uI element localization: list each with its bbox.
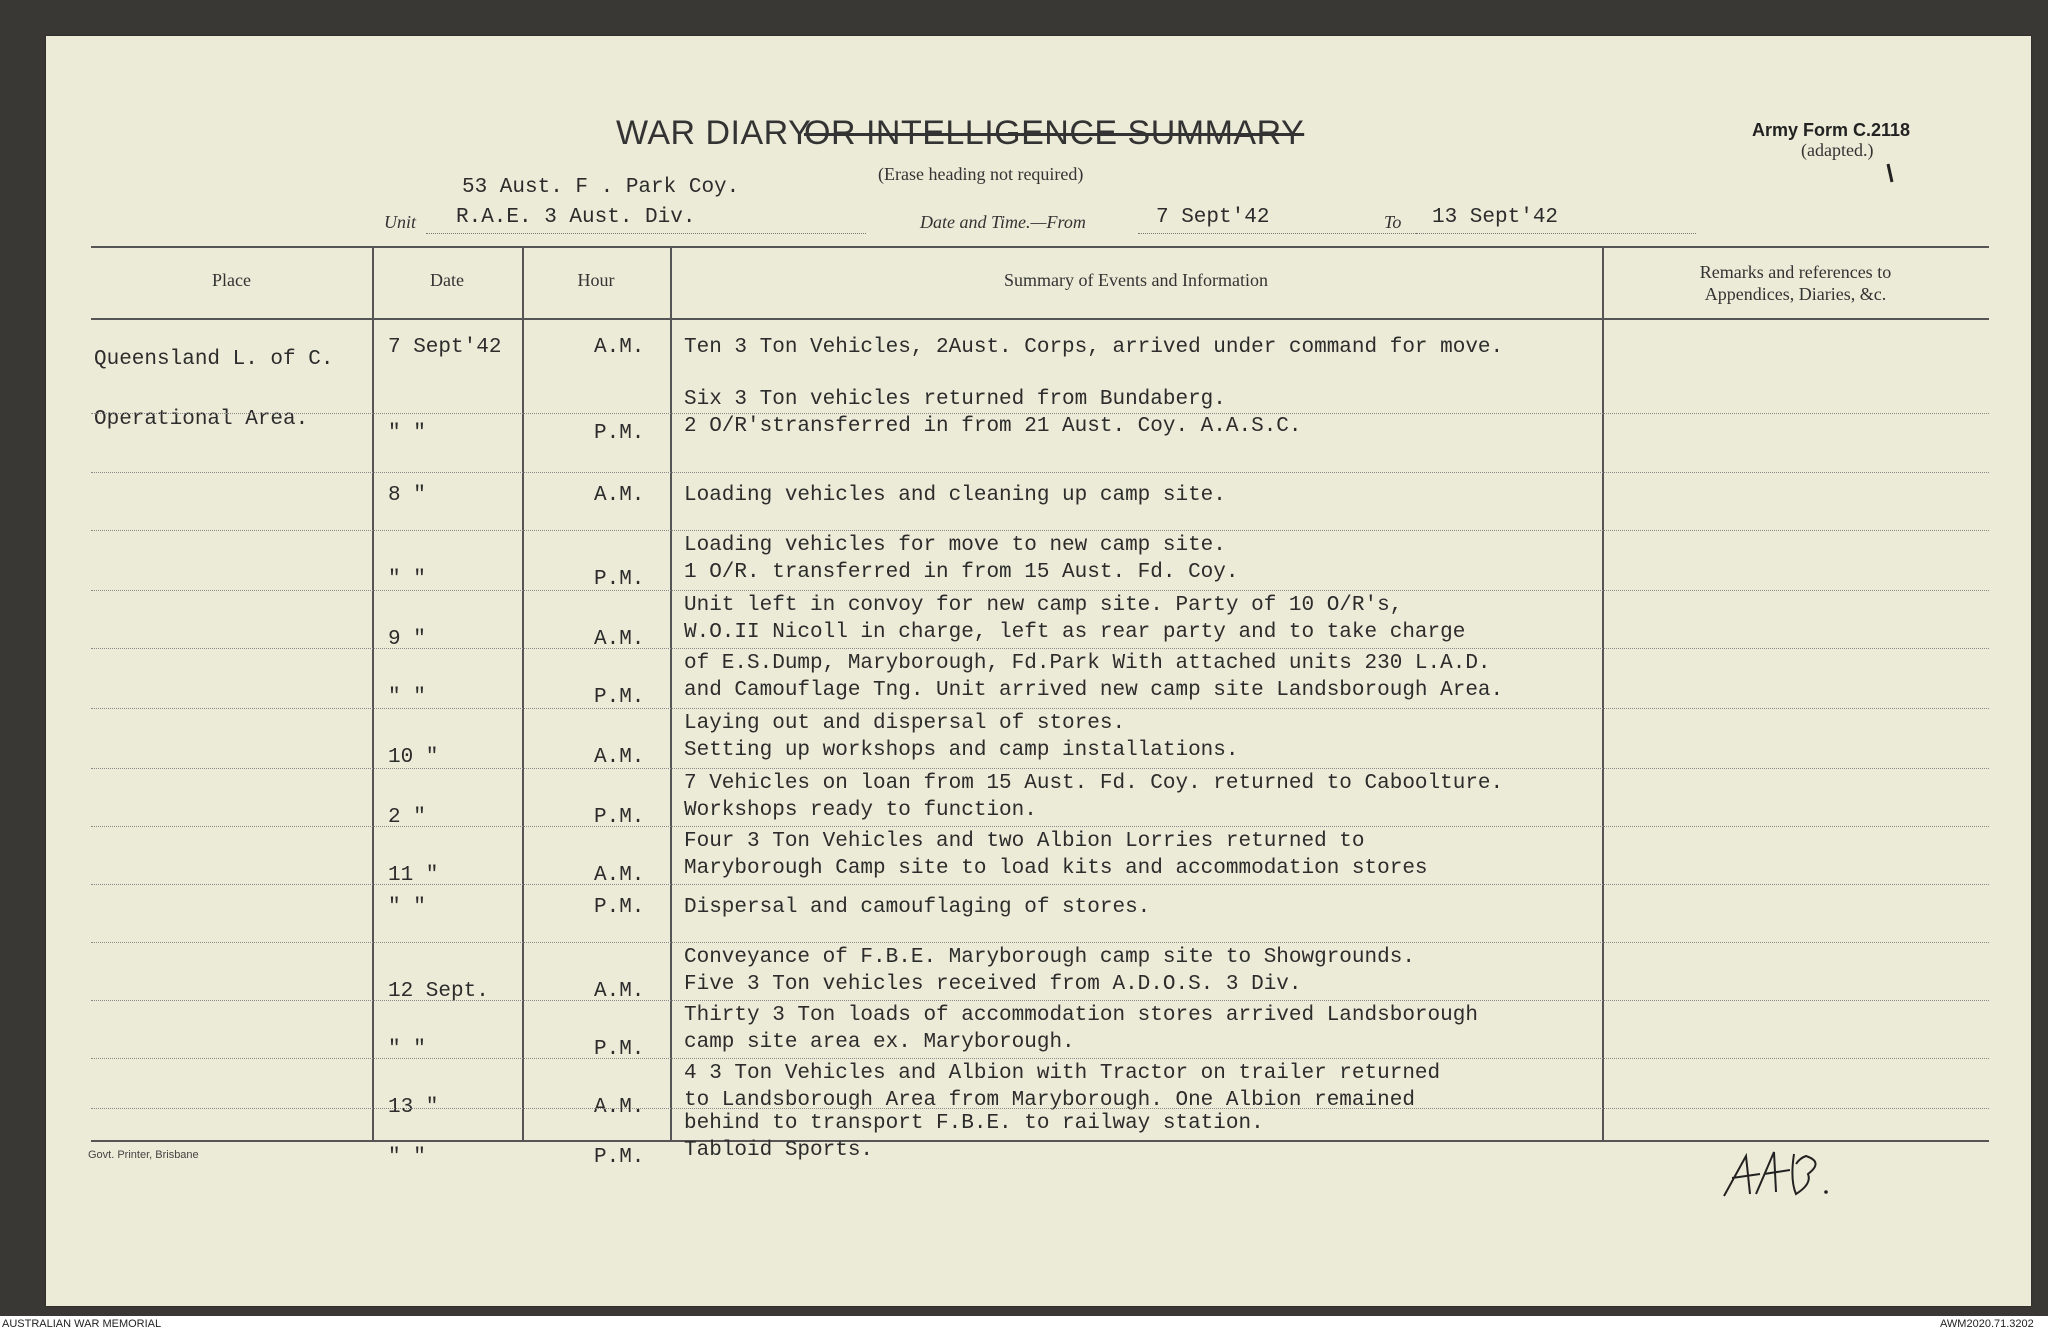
entry-summary-line: 2 O/R'stransferred in from 21 Aust. Coy. A.A.S.C. [684, 415, 1302, 438]
entry-hour: P.M. [594, 422, 645, 445]
entry-date: " " [388, 568, 426, 591]
entry-hour: P.M. [594, 896, 645, 919]
to-value: 13 Sept'42 [1432, 206, 1559, 229]
archive-id: AWM2020.71.3202 [1940, 1318, 2034, 1330]
date-time-label: Date and Time.—From [920, 212, 1086, 232]
entry-hour: A.M. [594, 336, 645, 359]
col-divider-place [372, 248, 374, 1140]
header-date: Date [430, 270, 464, 290]
entry-date: 7 Sept'42 [388, 336, 502, 359]
entry-summary-line: Five 3 Ton vehicles received from A.D.O.S. 3 Div. [684, 973, 1302, 996]
entry-summary-line: 4 3 Ton Vehicles and Albion with Tractor on trailer returned [684, 1062, 1441, 1085]
entry-hour: A.M. [594, 746, 645, 769]
entry-date: 2 " [388, 806, 426, 829]
war-diary-sheet [46, 36, 2031, 1306]
header-remarks-1: Remarks and references to [1699, 262, 1892, 282]
row-separator [91, 590, 1989, 591]
entry-summary-line: Ten 3 Ton Vehicles, 2Aust. Corps, arrived under command for move. [684, 336, 1504, 359]
row-separator [91, 1000, 1989, 1001]
entry-summary-line: 7 Vehicles on loan from 15 Aust. Fd. Coy. returned to Caboolture. [684, 772, 1504, 795]
unit-line-2: R.A.E. 3 Aust. Div. [456, 206, 696, 229]
to-dotted-line [1416, 233, 1696, 234]
entry-hour: P.M. [594, 1038, 645, 1061]
entry-hour: P.M. [594, 568, 645, 591]
entry-summary-line: camp site area ex. Maryborough. [684, 1031, 1075, 1054]
entry-date: " " [388, 686, 426, 709]
row-separator [91, 413, 1989, 414]
entry-date: 8 " [388, 484, 426, 507]
row-separator [91, 472, 1989, 473]
header-hour: Hour [577, 270, 615, 290]
col-divider-hour [670, 248, 672, 1140]
entry-summary-line: Laying out and dispersal of stores. [684, 712, 1126, 735]
entry-hour: A.M. [594, 1096, 645, 1119]
entry-summary-line: to Landsborough Area from Maryborough. One Albion remained [684, 1089, 1415, 1112]
initials-signature [1716, 1144, 1846, 1214]
from-value: 7 Sept'42 [1156, 206, 1270, 229]
row-separator [91, 768, 1989, 769]
header-summary: Summary of Events and Information [1004, 270, 1268, 290]
form-id: Army Form C.2118 [1752, 120, 1911, 140]
header-bottom-rule [91, 318, 1989, 320]
entry-date: 12 Sept. [388, 980, 489, 1003]
to-label: To [1384, 212, 1402, 232]
col-divider-date [522, 248, 524, 1140]
place-line-2: Operational Area. [94, 408, 309, 431]
archive-label: AUSTRALIAN WAR MEMORIAL [2, 1318, 162, 1330]
entry-date: 9 " [388, 628, 426, 651]
entry-summary-line: and Camouflage Tng. Unit arrived new camp site Landsborough Area. [684, 679, 1504, 702]
entry-date: 11 " [388, 864, 439, 887]
struck-title: OR INTELLIGENCE SUMMARY [804, 114, 1305, 152]
row-separator [91, 530, 1989, 531]
entry-date: " " [388, 422, 426, 445]
unit-label: Unit [384, 212, 417, 232]
entry-summary-line: Dispersal and camouflaging of stores. [684, 896, 1151, 919]
row-separator [91, 648, 1989, 649]
entry-summary-line: Loading vehicles for move to new camp site. [684, 534, 1226, 557]
entry-date: 13 " [388, 1096, 439, 1119]
unit-line-1: 53 Aust. F . Park Coy. [462, 176, 740, 199]
entry-summary-line: 1 O/R. transferred in from 15 Aust. Fd. Coy. [684, 561, 1239, 584]
row-separator [91, 1058, 1989, 1059]
entry-summary-line: Maryborough Camp site to load kits and accommodation stores [684, 857, 1428, 880]
row-separator [91, 884, 1989, 885]
place-line-1: Queensland L. of C. [94, 348, 334, 371]
header-place: Place [212, 270, 251, 290]
entry-summary-line: W.O.II Nicoll in charge, left as rear party and to take charge [684, 621, 1466, 644]
adapted-note: (adapted.) [1801, 140, 1874, 160]
entry-summary-line: of E.S.Dump, Maryborough, Fd.Park With attached units 230 L.A.D. [684, 652, 1491, 675]
row-separator [91, 942, 1989, 943]
unit-dotted-line [426, 233, 866, 234]
entry-hour: A.M. [594, 628, 645, 651]
row-separator [91, 826, 1989, 827]
table-bottom-rule [91, 1140, 1989, 1142]
row-separator [91, 1108, 1989, 1109]
entry-summary-line: Workshops ready to function. [684, 799, 1037, 822]
entry-date: 10 " [388, 746, 439, 769]
table-top-rule [91, 246, 1989, 248]
entry-summary-line: Four 3 Ton Vehicles and two Albion Lorries returned to [684, 830, 1365, 853]
row-separator [91, 708, 1989, 709]
entry-summary-line: behind to transport F.B.E. to railway station. [684, 1112, 1264, 1135]
erase-note: (Erase heading not required) [878, 164, 1084, 184]
pen-mark [1884, 162, 1898, 186]
entry-hour: A.M. [594, 864, 645, 887]
entry-summary-line: Thirty 3 Ton loads of accommodation stores arrived Landsborough [684, 1004, 1478, 1027]
entry-hour: P.M. [594, 686, 645, 709]
entry-summary-line: Tabloid Sports. [684, 1139, 874, 1162]
page-title: WAR DIARY [616, 114, 812, 152]
entry-summary-line: Unit left in convoy for new camp site. Party of 10 O/R's, [684, 594, 1403, 617]
from-dotted-line [1138, 233, 1428, 234]
entry-date: " " [388, 896, 426, 919]
entry-date: " " [388, 1038, 426, 1061]
entry-summary-line: Six 3 Ton vehicles returned from Bundaberg. [684, 388, 1226, 411]
entry-summary-line: Conveyance of F.B.E. Maryborough camp site to Showgrounds. [684, 946, 1415, 969]
entry-hour: P.M. [594, 1146, 645, 1169]
col-divider-summary [1602, 248, 1604, 1140]
entry-date: " " [388, 1146, 426, 1169]
entry-hour: A.M. [594, 980, 645, 1003]
printer-note: Govt. Printer, Brisbane [88, 1149, 199, 1161]
entry-hour: A.M. [594, 484, 645, 507]
entry-summary-line: Setting up workshops and camp installations. [684, 739, 1239, 762]
header-remarks-2: Appendices, Diaries, &c. [1704, 284, 1887, 304]
entry-hour: P.M. [594, 806, 645, 829]
entry-summary-line: Loading vehicles and cleaning up camp site. [684, 484, 1226, 507]
